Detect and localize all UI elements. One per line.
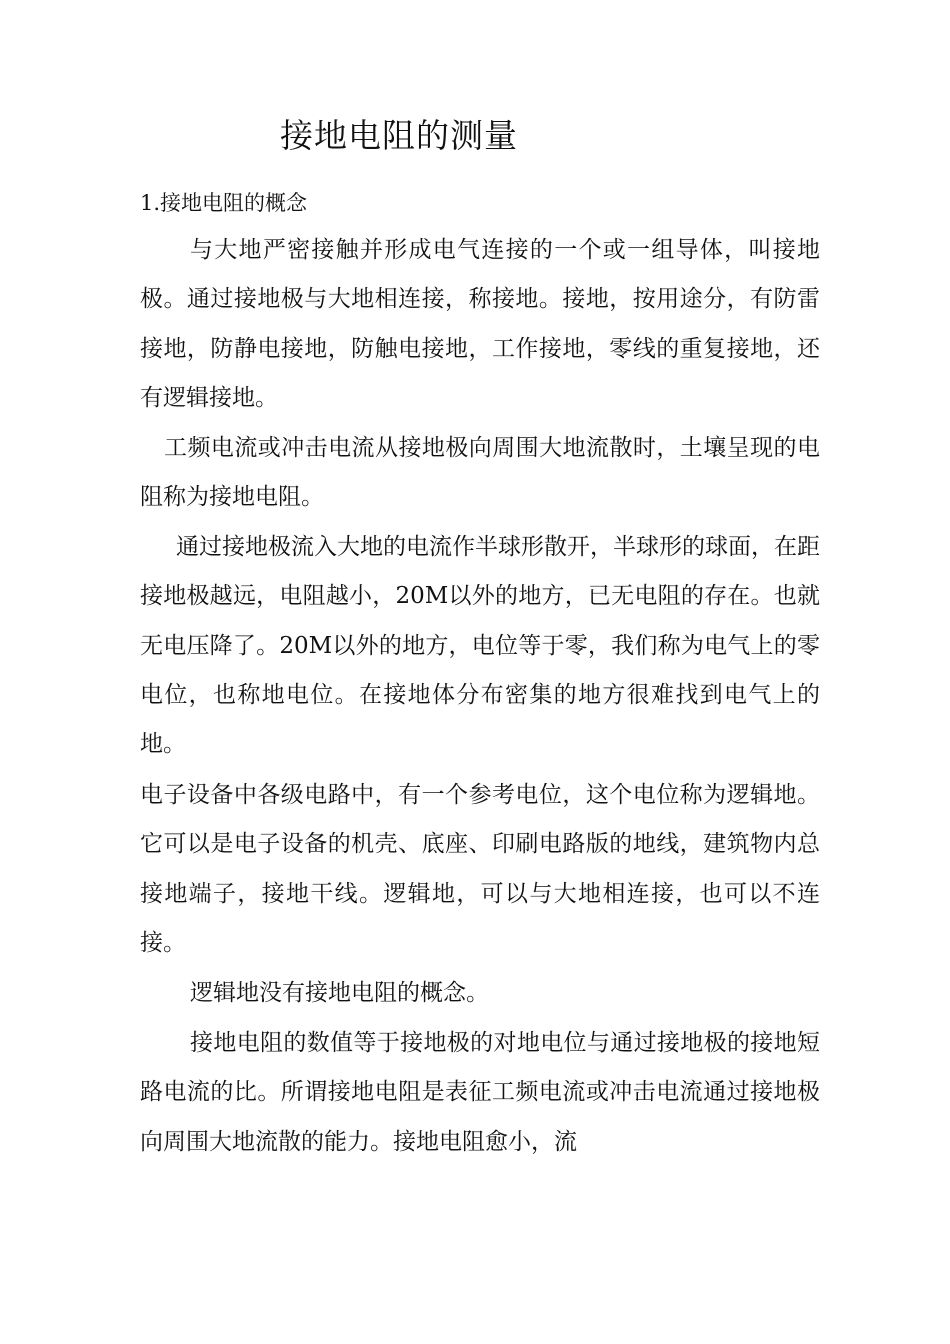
paragraph-grounding-definition: 与大地严密接触并形成电气连接的一个或一组导体，叫接地极。通过接地极与大地相连接，称接地。接地，按用途分，有防雷接地，防静电接地，防触电接地，工作接地，零线的重复接地，还有逻辑接地。 (140, 237, 820, 411)
paragraph-resistance-value: 接地电阻的数值等于接地极的对地电位与通过接地极的接地短路电流的比。所谓接地电阻是表征工频电流或冲击电流通过接地极向周围大地流散的能力。接地电阻愈小，流 (140, 1030, 820, 1155)
paragraph-logic-ground: 电子设备中各级电路中，有一个参考电位，这个电位称为逻辑地。它可以是电子设备的机壳、底座、印刷电路版的地线，建筑物内总接地端子，接地干线。逻辑地，可以与大地相连接，也可以不连接。 (140, 782, 820, 956)
paragraph-logic-ground-note: 逻辑地没有接地电阻的概念。 (190, 980, 489, 1006)
section-heading: 1.接地电阻的概念 (140, 191, 308, 215)
document-title: 接地电阻的测量 (280, 116, 518, 155)
paragraph-grounding-resistance-definition: 工频电流或冲击电流从接地极向周围大地流散时，土壤呈现的电阻称为接地电阻。 (140, 435, 820, 511)
paragraph-current-dispersion: 通过接地极流入大地的电流作半球形散开，半球形的球面，在距接地极越远，电阻越小，20M以外的地方，已无电阻的存在。也就无电压降了。20M以外的地方，电位等于零，我们称为电气上的零电位，也称地电位。在接地体分布密集的地方很难找到电气上的地。 (140, 534, 820, 758)
